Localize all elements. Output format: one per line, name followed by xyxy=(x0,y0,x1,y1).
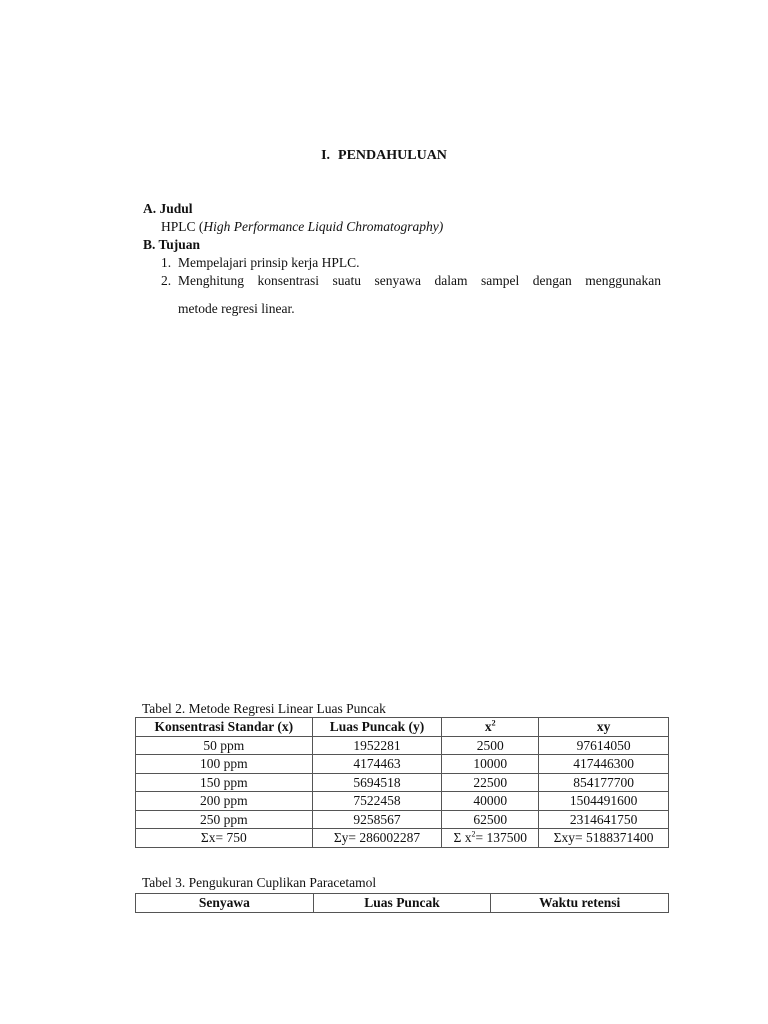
header-concentration: Konsentrasi Standar (x) xyxy=(136,718,313,737)
table-header-row xyxy=(136,894,669,913)
header-peak-area: Luas Puncak xyxy=(313,894,491,913)
list-item-number: 2. xyxy=(161,273,172,288)
table-header-row xyxy=(136,718,669,737)
list-item-text: Mempelajari prinsip kerja HPLC. xyxy=(178,255,360,270)
table-row xyxy=(136,736,669,755)
table-cell: 4174463 xyxy=(312,755,442,774)
list-item xyxy=(161,273,661,289)
table-cell: 5694518 xyxy=(312,773,442,792)
header-compound: Senyawa xyxy=(136,894,314,913)
hplc-prefix: HPLC ( xyxy=(161,219,204,234)
table-row xyxy=(136,755,669,774)
header-peak-area: Luas Puncak (y) xyxy=(312,718,442,737)
header-retention-time: Waktu retensi xyxy=(491,894,669,913)
table-cell: 854177700 xyxy=(539,773,669,792)
table-cell: 1504491600 xyxy=(539,792,669,811)
list-item xyxy=(161,255,359,271)
heading-number: I. xyxy=(321,148,331,163)
header-x-squared: $x^2$ xyxy=(442,718,539,737)
table-cell: 150 ppm xyxy=(136,773,313,792)
sum-xy: Σxy= 5188371400 xyxy=(539,829,669,848)
table-cell: 22500 xyxy=(442,773,539,792)
table-cell: 200 ppm xyxy=(136,792,313,811)
header-xy: xy xyxy=(539,718,669,737)
table-cell: 100 ppm xyxy=(136,755,313,774)
sum-x-squared: Σ $x^2= 137500$ xyxy=(442,829,539,848)
section-a-label: A. Judul xyxy=(143,201,193,216)
sum-row xyxy=(136,829,669,848)
table3-caption: Tabel 3. Pengukuran Cuplikan Paracetamol xyxy=(142,875,377,890)
regression-table xyxy=(135,717,669,848)
table-cell: 1952281 xyxy=(312,736,442,755)
page-heading xyxy=(0,148,768,164)
table-cell: 40000 xyxy=(442,792,539,811)
table-cell: 62500 xyxy=(442,810,539,829)
table-cell: 2314641750 xyxy=(539,810,669,829)
table-cell: 9258567 xyxy=(312,810,442,829)
table-row xyxy=(136,773,669,792)
hplc-italic: High Performance Liquid Chromatography) xyxy=(203,219,444,234)
table-cell: 50 ppm xyxy=(136,736,313,755)
table-row xyxy=(136,810,669,829)
table-cell: 10000 xyxy=(442,755,539,774)
section-a-text xyxy=(161,219,443,235)
table-cell: 417446300 xyxy=(539,755,669,774)
sample-table xyxy=(135,893,669,913)
table-cell: 2500 xyxy=(442,736,539,755)
table-row xyxy=(136,792,669,811)
sum-y: Σy= 286002287 xyxy=(312,829,442,848)
heading-title: PENDAHULUAN xyxy=(338,148,447,163)
list-item-continuation: metode regresi linear. xyxy=(178,301,295,316)
table2-caption: Tabel 2. Metode Regresi Linear Luas Puncak xyxy=(142,701,386,716)
table-cell: 250 ppm xyxy=(136,810,313,829)
table-cell: 97614050 xyxy=(539,736,669,755)
list-item-text: Menghitung konsentrasi suatu senyawa dalam sampel dengan menggunakan xyxy=(178,273,661,288)
table-cell: 7522458 xyxy=(312,792,442,811)
sum-x: Σx= 750 xyxy=(136,829,313,848)
list-item-number: 1. xyxy=(161,255,172,270)
section-b-label: B. Tujuan xyxy=(143,237,201,252)
